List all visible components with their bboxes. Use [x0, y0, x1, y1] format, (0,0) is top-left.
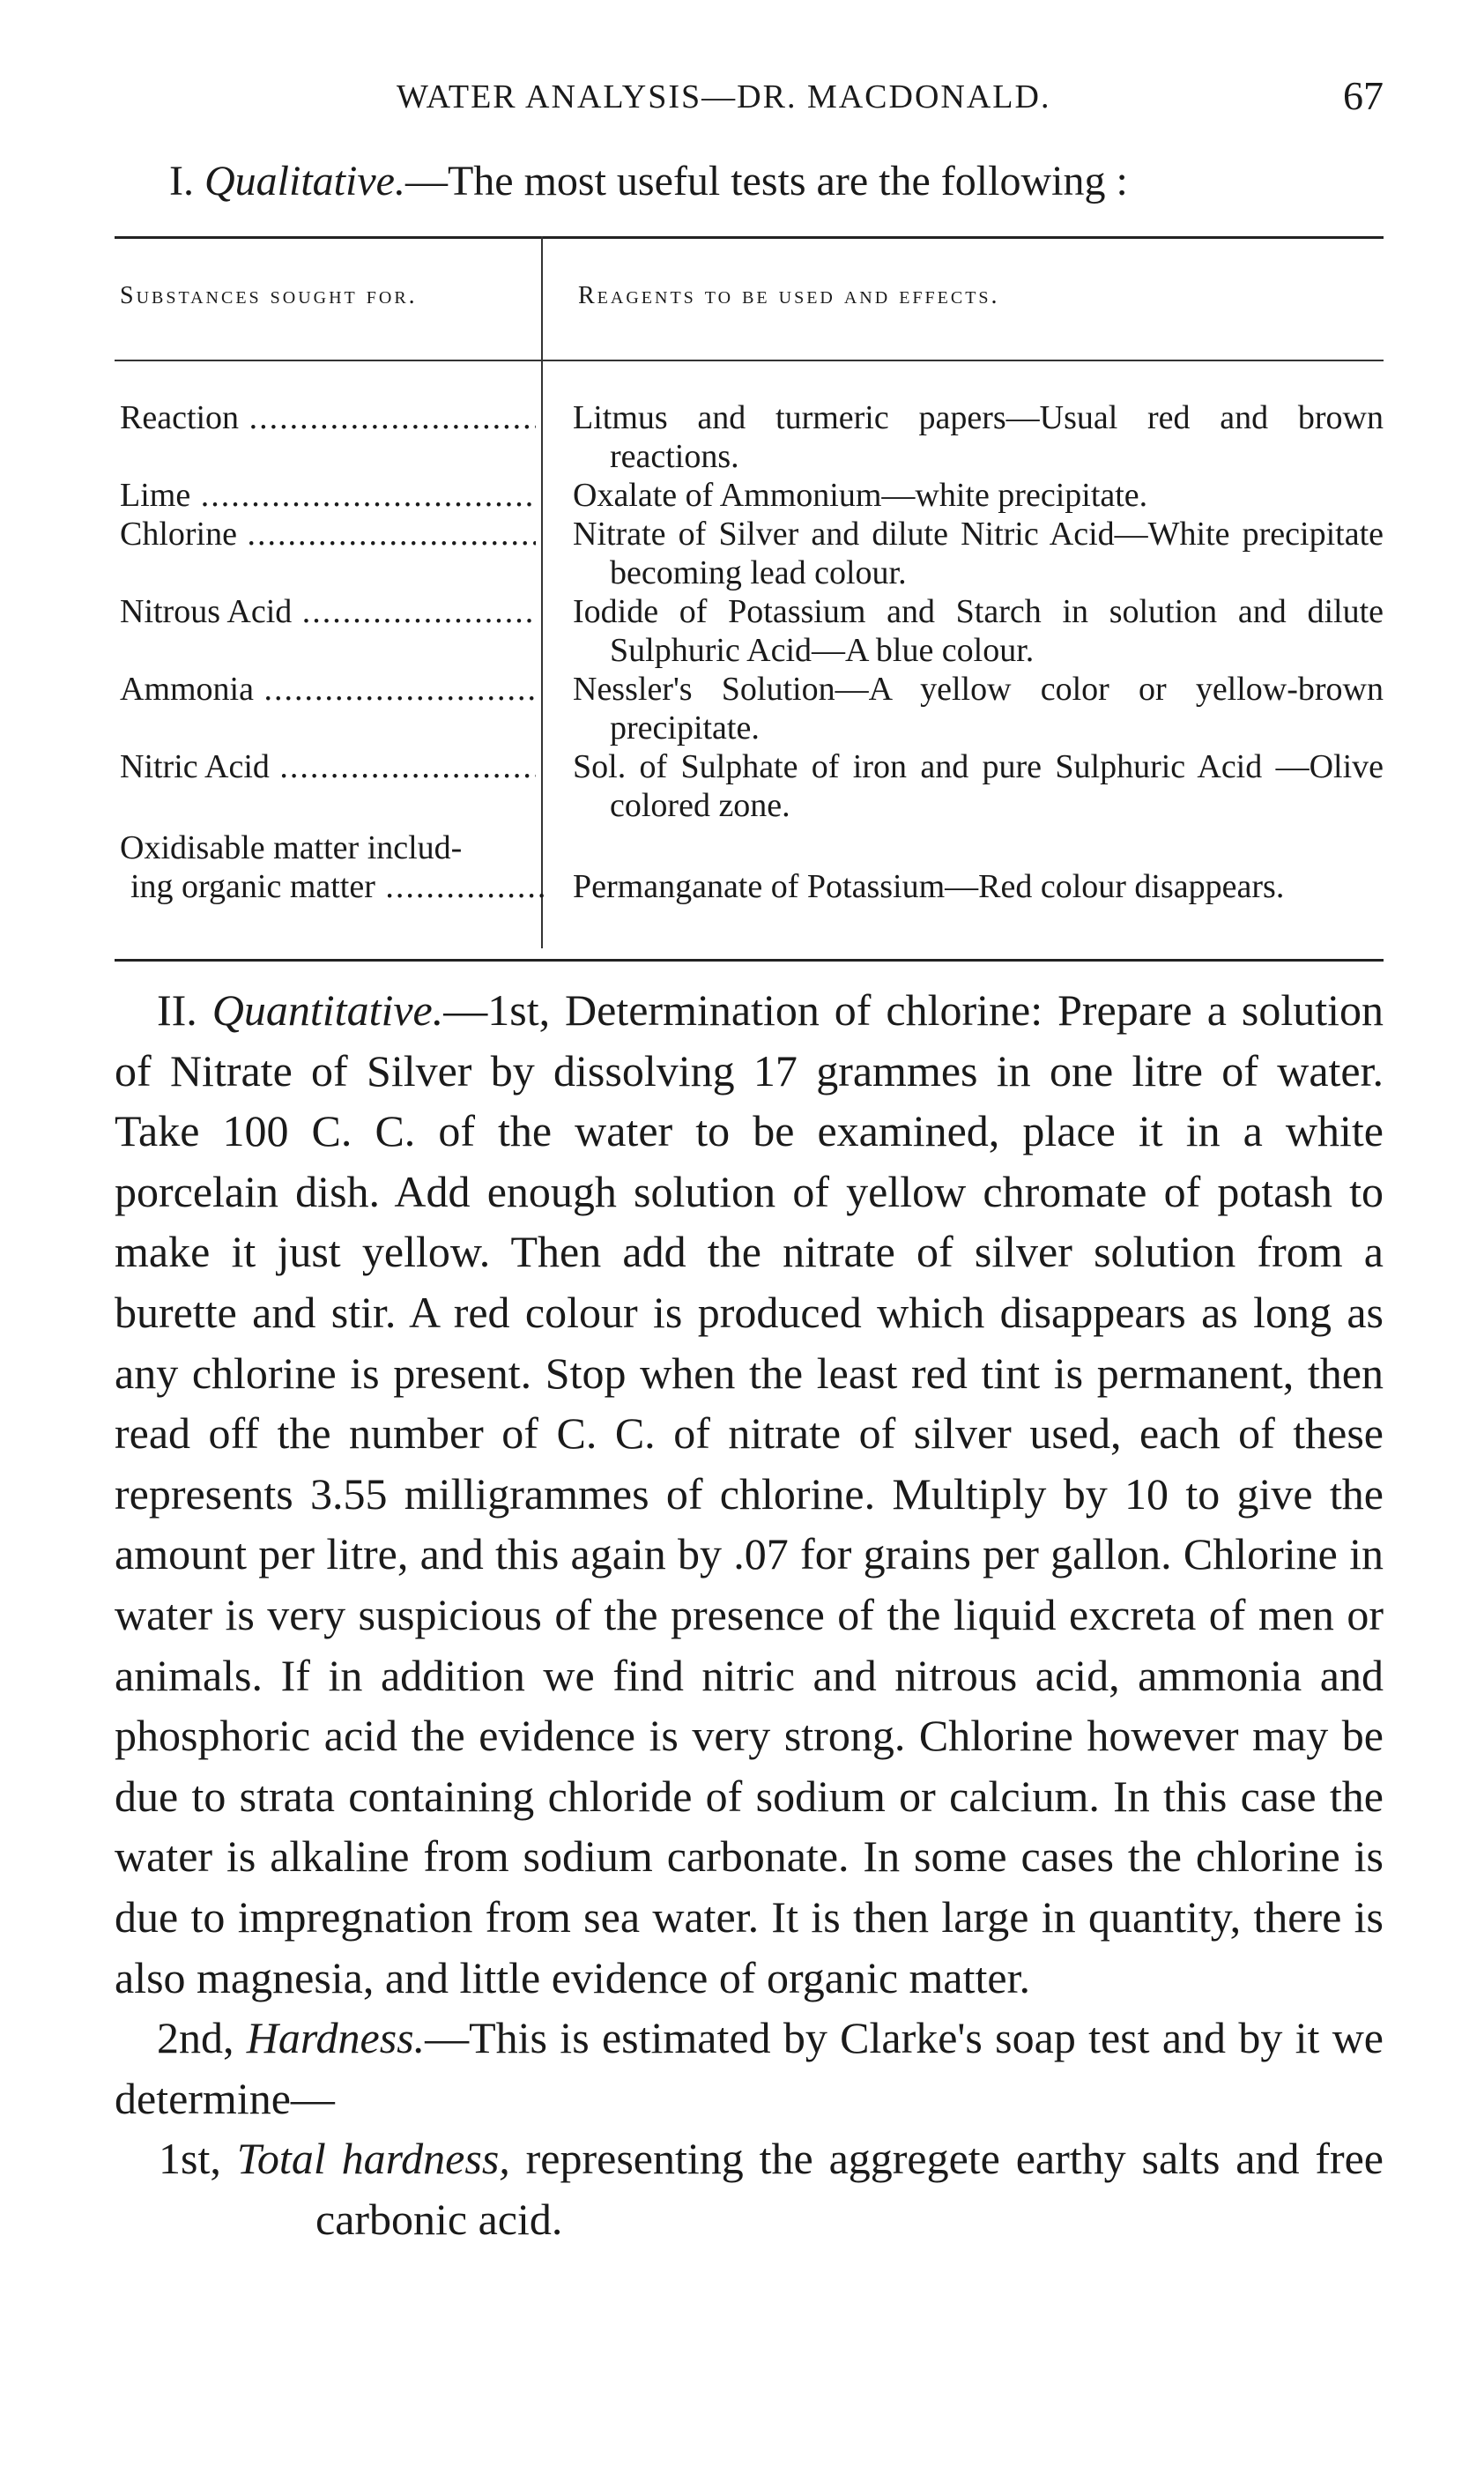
paragraph-total-hardness: 1st, Total hardness, representing the aggregete earthy salts and free carbonic acid.	[159, 2134, 1384, 2244]
page-number: 67	[1343, 73, 1384, 118]
reagent-cell: Nitrate of Silver and dilute Nitric Acid—White precipitate becoming lead colour.	[573, 516, 1384, 591]
substance-cell: Nitrous Acid .....	[120, 592, 536, 631]
column-header-reagents: Reagents to be used and effects.	[578, 282, 1000, 309]
section-number: I.	[169, 158, 194, 204]
column-header-substances: Substances sought for.	[120, 282, 418, 309]
reagent-cell: Sol. of Sulphate of iron and pure Sulphuric Acid —Olive colored zone.	[573, 748, 1384, 824]
section-heading-qualitative	[169, 157, 1128, 205]
section-label: Quantitative.	[211, 985, 444, 1035]
substance-cell-continued: ing organic matter .....	[120, 867, 546, 906]
substance-cell: Oxidisable matter includ-	[120, 829, 463, 866]
subsection-label: Total hardness,	[236, 2134, 510, 2184]
section-label: Qualitative.	[204, 158, 405, 204]
table-bottom-rule	[115, 959, 1384, 962]
section-intro-text: —The most useful tests are the following :	[404, 158, 1128, 204]
paragraph-quantitative: II. Quantitative.—1st, Determination of chlorine: Prepare a solution of Nitrate of Silver by dissolving 17 grammes in one litre of water. Take 100 C. C. of the water to be examined, place it in a white porcelain dish. Add enough solution of yellow chromate of potash to make it just yellow. Then add the nitrate of silver solution from a burette and stir. A red colour is produced which disappears as long as any chlorine is present. Stop when the least red tint is permanent, then read off the number of C. C. of nitrate of silver used, each of these represents 3.55 milligrammes of chlorine. Multiply by 10 to give the amount per litre, and this again by .07 for grains per gallon. Chlorine in water is very suspicious of the presence of the liquid excreta of men or animals. If in addition we find nitric and nitrous acid, ammonia and phosphoric acid the evidence is very strong. Chlorine however may be due to strata containing chloride of sodium or calcium. In this case the water is alkaline from sodium carbonate. In some cases the chlorine is due to impregnation from sea water. It is then large in quantity, there is also magnesia, and little evidence of organic matter.	[115, 985, 1384, 2002]
substance-cell: Chlorine .....	[120, 515, 536, 553]
substance-cell: Reaction .....	[120, 398, 536, 437]
subsection-label: Hardness.	[246, 2013, 426, 2063]
qualitative-tests-table	[115, 236, 1384, 969]
reagent-cell: Iodide of Potassium and Starch in solution and dilute Sulphuric Acid—A blue colour.	[573, 593, 1384, 669]
paragraph-hardness: 2nd, Hardness.—This is estimated by Clarke's soap test and by it we determine—	[115, 2013, 1384, 2123]
substance-cell: Lime .....	[120, 476, 536, 515]
table-header-rule	[115, 360, 1384, 361]
table-column-divider	[541, 236, 543, 948]
table-top-rule	[115, 236, 1384, 239]
reagent-cell: Oxalate of Ammonium—white precipitate.	[573, 477, 1148, 514]
body-text	[115, 980, 1384, 2249]
reagent-cell: Nessler's Solution—A yellow color or yellow-brown precipitate.	[573, 671, 1384, 746]
substance-cell: Nitric Acid .....	[120, 747, 536, 786]
substance-cell: Ammonia .....	[120, 670, 536, 709]
reagent-cell: Litmus and turmeric papers—Usual red and brown reactions.	[573, 399, 1384, 475]
reagent-cell: Permanganate of Potassium—Red colour disappears.	[573, 868, 1285, 905]
running-title: WATER ANALYSIS—DR. MACDONALD.	[397, 78, 1051, 115]
running-head	[115, 73, 1384, 130]
